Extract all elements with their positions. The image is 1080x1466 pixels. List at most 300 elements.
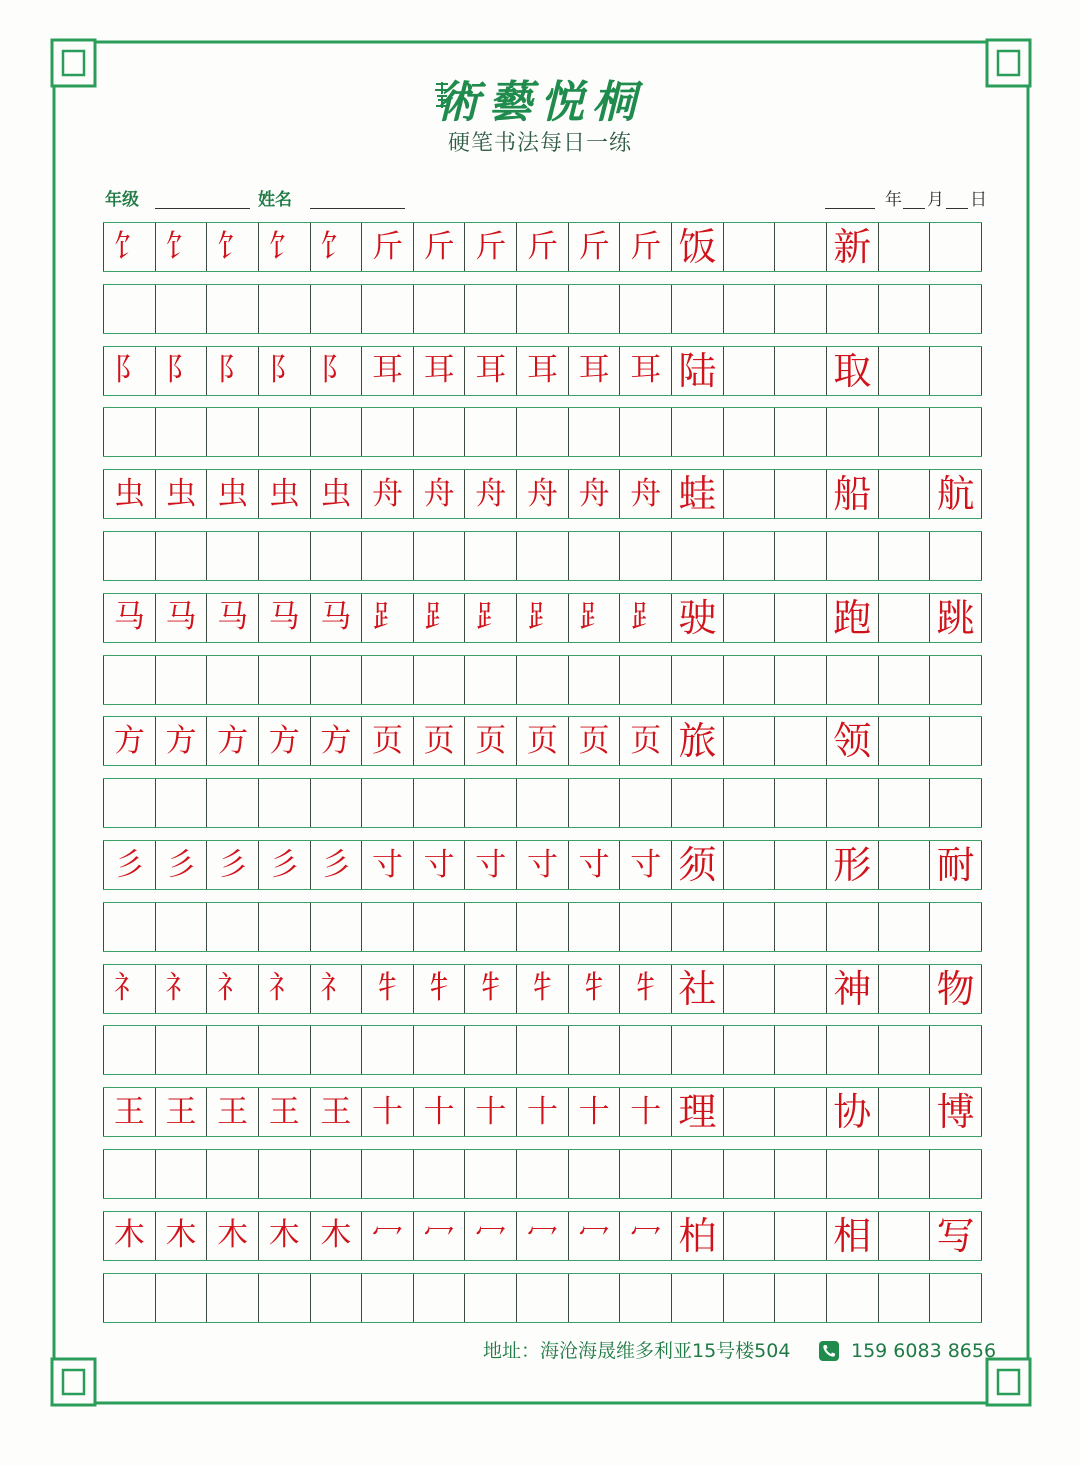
blank-cell[interactable] (516, 1274, 568, 1322)
character-cell: 形 (826, 841, 878, 889)
character-cell: 新 (826, 223, 878, 271)
blank-cell[interactable] (929, 285, 982, 333)
character-cell: 陆 (671, 347, 723, 395)
blank-cell[interactable] (878, 903, 930, 951)
blank-cell[interactable] (671, 1274, 723, 1322)
character-cell: 牜 (361, 965, 413, 1013)
character-cell: 十 (568, 1088, 620, 1136)
blank-cell[interactable] (619, 1274, 671, 1322)
blank-cell[interactable] (413, 285, 465, 333)
blank-cell[interactable] (568, 656, 620, 704)
character-cell: 牜 (516, 965, 568, 1013)
character-cell: 王 (103, 1088, 155, 1136)
blank-cell[interactable] (774, 1088, 826, 1136)
blank-cell[interactable] (774, 656, 826, 704)
blank-cell[interactable] (258, 1150, 310, 1198)
blank-cell[interactable] (103, 903, 155, 951)
blank-cell[interactable] (413, 408, 465, 456)
blank-cell[interactable] (929, 903, 982, 951)
footer-address: 地址：海沧海晟维多利亚15号楼504 (483, 1340, 791, 1362)
blank-cell[interactable] (723, 1088, 775, 1136)
blank-cell[interactable] (929, 532, 982, 580)
blank-cell[interactable] (723, 223, 775, 271)
blank-cell[interactable] (103, 408, 155, 456)
blank-cell[interactable] (619, 532, 671, 580)
blank-cell[interactable] (723, 594, 775, 642)
blank-cell[interactable] (826, 1274, 878, 1322)
blank-cell[interactable] (774, 717, 826, 765)
blank-cell[interactable] (619, 285, 671, 333)
character-cell: 斤 (361, 223, 413, 271)
blank-cell[interactable] (310, 1026, 362, 1074)
blank-cell[interactable] (103, 779, 155, 827)
character-cell: 王 (155, 1088, 207, 1136)
blank-cell[interactable] (929, 347, 982, 395)
blank-cell[interactable] (774, 408, 826, 456)
character-cell: 王 (258, 1088, 310, 1136)
blank-cell[interactable] (258, 779, 310, 827)
blank-cell[interactable] (206, 408, 258, 456)
character-cell: 耳 (413, 347, 465, 395)
blank-cell[interactable] (464, 1274, 516, 1322)
character-cell: 斤 (413, 223, 465, 271)
character-cell: 牜 (464, 965, 516, 1013)
character-cell: ⻊ (413, 594, 465, 642)
grade-label: 年级 (105, 190, 139, 210)
blank-cell[interactable] (516, 408, 568, 456)
blank-cell[interactable] (774, 779, 826, 827)
blank-cell[interactable] (619, 656, 671, 704)
blank-cell[interactable] (878, 470, 930, 518)
blank-cell[interactable] (774, 1212, 826, 1260)
character-cell: 彡 (258, 841, 310, 889)
blank-cell[interactable] (826, 532, 878, 580)
character-cell: 斤 (464, 223, 516, 271)
blank-cell[interactable] (671, 1026, 723, 1074)
grade-field[interactable] (155, 208, 250, 209)
blank-cell[interactable] (155, 656, 207, 704)
character-cell: 冖 (516, 1212, 568, 1260)
blank-cell[interactable] (878, 965, 930, 1013)
blank-cell[interactable] (464, 408, 516, 456)
character-cell: 阝 (310, 347, 362, 395)
blank-cell[interactable] (929, 717, 982, 765)
blank-cell[interactable] (671, 408, 723, 456)
character-cell: 方 (103, 717, 155, 765)
blank-cell[interactable] (723, 408, 775, 456)
blank-cell[interactable] (516, 532, 568, 580)
blank-cell[interactable] (568, 779, 620, 827)
blank-cell[interactable] (206, 1150, 258, 1198)
blank-cell[interactable] (929, 223, 982, 271)
logo-text: 術藝悦桐 (436, 77, 644, 128)
blank-cell[interactable] (516, 285, 568, 333)
blank-cell[interactable] (103, 1274, 155, 1322)
blank-practice-row (103, 902, 982, 952)
blank-cell[interactable] (723, 347, 775, 395)
blank-practice-row (103, 407, 982, 457)
blank-cell[interactable] (671, 532, 723, 580)
blank-cell[interactable] (774, 903, 826, 951)
character-cell: 相 (826, 1212, 878, 1260)
blank-cell[interactable] (516, 779, 568, 827)
character-cell: 马 (310, 594, 362, 642)
blank-cell[interactable] (568, 903, 620, 951)
character-cell: 博 (929, 1088, 982, 1136)
blank-cell[interactable] (878, 285, 930, 333)
blank-cell[interactable] (619, 1026, 671, 1074)
blank-cell[interactable] (464, 1026, 516, 1074)
blank-cell[interactable] (929, 1026, 982, 1074)
blank-cell[interactable] (723, 1150, 775, 1198)
blank-cell[interactable] (671, 779, 723, 827)
character-cell: 页 (361, 717, 413, 765)
blank-cell[interactable] (103, 285, 155, 333)
blank-cell[interactable] (258, 532, 310, 580)
blank-cell[interactable] (413, 656, 465, 704)
blank-cell[interactable] (826, 285, 878, 333)
blank-cell[interactable] (774, 594, 826, 642)
blank-cell[interactable] (361, 1274, 413, 1322)
blank-cell[interactable] (464, 903, 516, 951)
character-cell: 耳 (568, 347, 620, 395)
character-cell: 王 (206, 1088, 258, 1136)
practice-row (103, 593, 982, 643)
blank-cell[interactable] (878, 841, 930, 889)
practice-row (103, 1211, 982, 1261)
character-cell: 牜 (413, 965, 465, 1013)
blank-cell[interactable] (568, 285, 620, 333)
blank-cell[interactable] (723, 1212, 775, 1260)
character-cell: 跑 (826, 594, 878, 642)
blank-cell[interactable] (464, 285, 516, 333)
blank-cell[interactable] (878, 223, 930, 271)
footer-phone: 159 6083 8656 (851, 1340, 997, 1362)
blank-cell[interactable] (361, 903, 413, 951)
blank-cell[interactable] (723, 656, 775, 704)
practice-row (103, 716, 982, 766)
blank-cell[interactable] (155, 1274, 207, 1322)
blank-cell[interactable] (671, 285, 723, 333)
character-cell: 船 (826, 470, 878, 518)
character-cell: 彡 (206, 841, 258, 889)
blank-cell[interactable] (826, 903, 878, 951)
practice-grid (103, 222, 982, 1323)
blank-cell[interactable] (619, 779, 671, 827)
blank-cell[interactable] (774, 1150, 826, 1198)
character-cell: 方 (155, 717, 207, 765)
blank-cell[interactable] (258, 408, 310, 456)
blank-cell[interactable] (878, 1088, 930, 1136)
blank-practice-row (103, 1149, 982, 1199)
blank-cell[interactable] (206, 779, 258, 827)
blank-cell[interactable] (929, 656, 982, 704)
blank-cell[interactable] (361, 1150, 413, 1198)
character-cell: 页 (568, 717, 620, 765)
blank-cell[interactable] (464, 1150, 516, 1198)
blank-cell[interactable] (878, 408, 930, 456)
character-cell: 须 (671, 841, 723, 889)
character-cell: 舟 (516, 470, 568, 518)
blank-cell[interactable] (413, 779, 465, 827)
blank-cell[interactable] (516, 903, 568, 951)
blank-cell[interactable] (206, 903, 258, 951)
blank-cell[interactable] (774, 965, 826, 1013)
blank-cell[interactable] (774, 285, 826, 333)
character-cell: ⻊ (568, 594, 620, 642)
blank-cell[interactable] (258, 903, 310, 951)
blank-cell[interactable] (619, 903, 671, 951)
blank-cell[interactable] (568, 1026, 620, 1074)
character-cell: 寸 (568, 841, 620, 889)
character-cell: 牜 (568, 965, 620, 1013)
blank-cell[interactable] (723, 532, 775, 580)
character-cell: 虫 (258, 470, 310, 518)
character-cell: 十 (516, 1088, 568, 1136)
character-cell: 页 (619, 717, 671, 765)
blank-cell[interactable] (929, 408, 982, 456)
month-field[interactable] (903, 208, 925, 209)
character-cell: 寸 (413, 841, 465, 889)
character-cell: 马 (155, 594, 207, 642)
blank-practice-row (103, 1025, 982, 1075)
character-cell: 蛙 (671, 470, 723, 518)
name-field[interactable] (310, 208, 405, 209)
blank-cell[interactable] (878, 594, 930, 642)
blank-cell[interactable] (878, 347, 930, 395)
character-cell: 王 (310, 1088, 362, 1136)
character-cell: 虫 (103, 470, 155, 518)
blank-cell[interactable] (258, 1274, 310, 1322)
blank-cell[interactable] (774, 841, 826, 889)
blank-cell[interactable] (774, 347, 826, 395)
blank-practice-row (103, 531, 982, 581)
blank-cell[interactable] (619, 1150, 671, 1198)
blank-cell[interactable] (929, 779, 982, 827)
blank-cell[interactable] (878, 532, 930, 580)
blank-cell[interactable] (774, 532, 826, 580)
blank-cell[interactable] (103, 1150, 155, 1198)
practice-row (103, 964, 982, 1014)
character-cell: 阝 (103, 347, 155, 395)
blank-cell[interactable] (258, 285, 310, 333)
character-cell: 礻 (258, 965, 310, 1013)
blank-cell[interactable] (464, 656, 516, 704)
blank-cell[interactable] (361, 408, 413, 456)
blank-cell[interactable] (361, 1026, 413, 1074)
blank-cell[interactable] (826, 408, 878, 456)
character-cell: 页 (516, 717, 568, 765)
practice-row (103, 469, 982, 519)
character-cell: 饣 (310, 223, 362, 271)
blank-cell[interactable] (723, 903, 775, 951)
character-cell: 社 (671, 965, 723, 1013)
blank-cell[interactable] (413, 1150, 465, 1198)
blank-cell[interactable] (310, 903, 362, 951)
blank-cell[interactable] (413, 532, 465, 580)
blank-cell[interactable] (826, 656, 878, 704)
blank-cell[interactable] (774, 1026, 826, 1074)
character-cell: 礻 (103, 965, 155, 1013)
blank-cell[interactable] (568, 1274, 620, 1322)
blank-cell[interactable] (723, 285, 775, 333)
blank-cell[interactable] (878, 1212, 930, 1260)
blank-cell[interactable] (723, 1026, 775, 1074)
blank-cell[interactable] (929, 1274, 982, 1322)
blank-cell[interactable] (310, 779, 362, 827)
character-cell: 舟 (413, 470, 465, 518)
blank-cell[interactable] (103, 656, 155, 704)
blank-cell[interactable] (774, 1274, 826, 1322)
blank-cell[interactable] (206, 1274, 258, 1322)
character-cell: 神 (826, 965, 878, 1013)
blank-cell[interactable] (671, 656, 723, 704)
blank-cell[interactable] (774, 470, 826, 518)
blank-cell[interactable] (878, 656, 930, 704)
practice-row (103, 840, 982, 890)
character-cell: 耳 (361, 347, 413, 395)
blank-cell[interactable] (619, 408, 671, 456)
character-cell: 驶 (671, 594, 723, 642)
blank-cell[interactable] (413, 903, 465, 951)
blank-cell[interactable] (310, 1150, 362, 1198)
blank-cell[interactable] (310, 408, 362, 456)
blank-cell[interactable] (723, 717, 775, 765)
blank-practice-row (103, 284, 982, 334)
character-cell: 方 (258, 717, 310, 765)
blank-cell[interactable] (878, 779, 930, 827)
name-label: 姓名 (258, 190, 292, 210)
character-cell: 饣 (103, 223, 155, 271)
blank-cell[interactable] (413, 1026, 465, 1074)
blank-cell[interactable] (361, 285, 413, 333)
character-cell: 十 (413, 1088, 465, 1136)
character-cell: 耳 (464, 347, 516, 395)
character-cell: 跳 (929, 594, 982, 642)
blank-cell[interactable] (464, 779, 516, 827)
blank-cell[interactable] (929, 1150, 982, 1198)
character-cell: 舟 (361, 470, 413, 518)
blank-cell[interactable] (206, 532, 258, 580)
day-label: 日 (970, 190, 987, 210)
character-cell: 木 (258, 1212, 310, 1260)
character-cell: 寸 (516, 841, 568, 889)
blank-cell[interactable] (671, 903, 723, 951)
character-cell: 舟 (619, 470, 671, 518)
blank-cell[interactable] (258, 1026, 310, 1074)
character-cell: 方 (310, 717, 362, 765)
blank-cell[interactable] (568, 532, 620, 580)
blank-cell[interactable] (671, 1150, 723, 1198)
character-cell: 阝 (155, 347, 207, 395)
blank-cell[interactable] (258, 656, 310, 704)
blank-cell[interactable] (310, 656, 362, 704)
blank-cell[interactable] (568, 1150, 620, 1198)
character-cell: 取 (826, 347, 878, 395)
blank-cell[interactable] (155, 903, 207, 951)
blank-cell[interactable] (878, 1150, 930, 1198)
blank-cell[interactable] (361, 532, 413, 580)
practice-row (103, 222, 982, 272)
blank-cell[interactable] (206, 285, 258, 333)
blank-cell[interactable] (206, 656, 258, 704)
blank-cell[interactable] (413, 1274, 465, 1322)
blank-practice-row (103, 1273, 982, 1323)
character-cell: 协 (826, 1088, 878, 1136)
character-cell: 物 (929, 965, 982, 1013)
practice-row (103, 1087, 982, 1137)
blank-cell[interactable] (310, 1274, 362, 1322)
blank-cell[interactable] (155, 1150, 207, 1198)
blank-cell[interactable] (310, 532, 362, 580)
character-cell: 冖 (361, 1212, 413, 1260)
blank-cell[interactable] (878, 1274, 930, 1322)
blank-cell[interactable] (723, 1274, 775, 1322)
character-cell: 饣 (206, 223, 258, 271)
character-cell: 寸 (464, 841, 516, 889)
blank-cell[interactable] (155, 285, 207, 333)
blank-cell[interactable] (774, 223, 826, 271)
blank-cell[interactable] (723, 470, 775, 518)
character-cell: 方 (206, 717, 258, 765)
blank-cell[interactable] (878, 717, 930, 765)
character-cell: ⻊ (464, 594, 516, 642)
blank-cell[interactable] (516, 1026, 568, 1074)
character-cell: 柏 (671, 1212, 723, 1260)
blank-cell[interactable] (103, 1026, 155, 1074)
year-field[interactable] (825, 208, 875, 209)
character-cell: 虫 (310, 470, 362, 518)
character-cell: 冖 (619, 1212, 671, 1260)
blank-cell[interactable] (310, 285, 362, 333)
character-cell: 十 (619, 1088, 671, 1136)
blank-practice-row (103, 778, 982, 828)
character-cell: ⻊ (516, 594, 568, 642)
blank-cell[interactable] (723, 779, 775, 827)
blank-cell[interactable] (464, 532, 516, 580)
blank-cell[interactable] (206, 1026, 258, 1074)
blank-cell[interactable] (155, 1026, 207, 1074)
character-cell: 耳 (516, 347, 568, 395)
blank-cell[interactable] (826, 779, 878, 827)
blank-cell[interactable] (155, 408, 207, 456)
blank-cell[interactable] (103, 532, 155, 580)
character-cell: 寸 (619, 841, 671, 889)
blank-cell[interactable] (723, 841, 775, 889)
blank-cell[interactable] (155, 532, 207, 580)
blank-cell[interactable] (723, 965, 775, 1013)
blank-cell[interactable] (826, 1026, 878, 1074)
character-cell: 页 (413, 717, 465, 765)
character-cell: 礻 (310, 965, 362, 1013)
character-cell: 饣 (155, 223, 207, 271)
blank-cell[interactable] (878, 1026, 930, 1074)
blank-cell[interactable] (361, 779, 413, 827)
phone-icon (819, 1341, 839, 1361)
blank-cell[interactable] (826, 1150, 878, 1198)
character-cell: 马 (258, 594, 310, 642)
character-cell: 彡 (103, 841, 155, 889)
blank-cell[interactable] (155, 779, 207, 827)
character-cell: 寸 (361, 841, 413, 889)
character-cell: 冖 (568, 1212, 620, 1260)
day-field[interactable] (946, 208, 968, 209)
blank-cell[interactable] (568, 408, 620, 456)
blank-cell[interactable] (516, 1150, 568, 1198)
blank-cell[interactable] (516, 656, 568, 704)
character-cell: 斤 (619, 223, 671, 271)
blank-cell[interactable] (361, 656, 413, 704)
